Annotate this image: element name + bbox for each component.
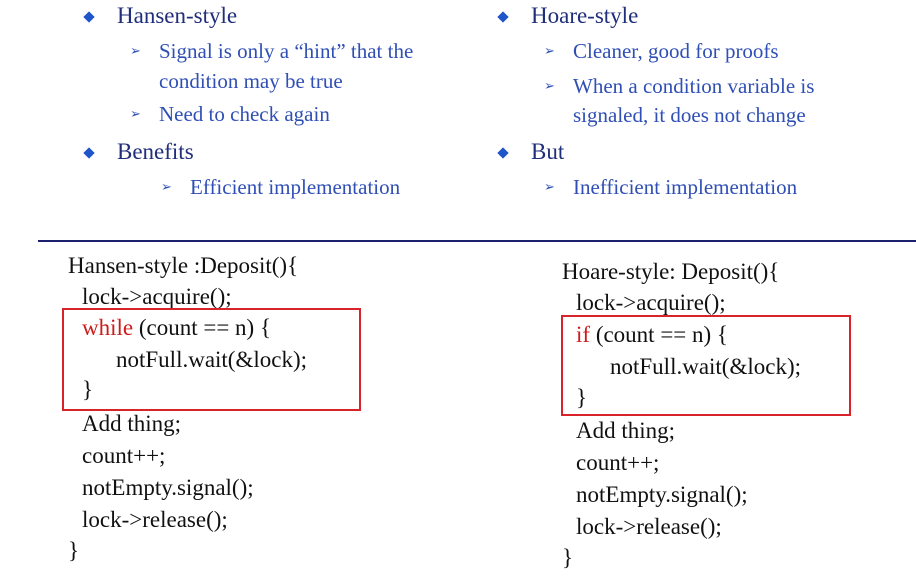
hansen-code-header: Hansen-style :Deposit(){: [68, 253, 299, 278]
hansen-code-signal: notEmpty.signal();: [82, 475, 254, 500]
bullet-arrow-icon: ➢: [130, 44, 141, 59]
hansen-code-acquire: lock->acquire();: [82, 284, 232, 309]
hansen-hint-line1: Signal is only a “hint” that the: [159, 39, 414, 63]
bullet-arrow-icon: ➢: [544, 180, 555, 195]
hansen-while-highlight-box: [62, 308, 361, 411]
bullet-diamond-icon: [83, 11, 94, 22]
hoare-code-add: Add thing;: [576, 418, 676, 443]
hoare-code-wait: notFull.wait(&lock);: [610, 354, 802, 379]
efficient-implementation: Efficient implementation: [190, 175, 401, 199]
hansen-code-wait: notFull.wait(&lock);: [116, 347, 308, 372]
hoare-code-release: lock->release();: [576, 514, 722, 539]
hansen-code-close-fn: }: [68, 538, 80, 563]
bullet-arrow-icon: ➢: [130, 107, 141, 122]
hansen-code-add: Add thing;: [82, 411, 182, 436]
hoare-style-heading: Hoare-style: [531, 3, 639, 28]
section-divider: [38, 240, 916, 242]
hoare-code-close-fn: }: [562, 545, 574, 570]
hansen-code-release: lock->release();: [82, 507, 228, 532]
bullet-arrow-icon: ➢: [161, 180, 172, 195]
while-condition: (count == n) {: [133, 315, 272, 340]
hansen-code-increment: count++;: [82, 443, 166, 468]
bullet-arrow-icon: ➢: [544, 79, 555, 94]
hoare-code-increment: count++;: [576, 450, 660, 475]
bullet-arrow-icon: ➢: [544, 44, 555, 59]
if-keyword: if: [576, 322, 591, 347]
hansen-code-close-loop: }: [82, 377, 94, 402]
hoare-cleaner: Cleaner, good for proofs: [573, 39, 779, 63]
inefficient-implementation: Inefficient implementation: [573, 175, 798, 199]
hoare-code-signal: notEmpty.signal();: [576, 482, 748, 507]
bullet-diamond-icon: [497, 147, 508, 158]
hoare-if-highlight-box: [561, 315, 851, 416]
bullet-diamond-icon: [83, 147, 94, 158]
but-heading: But: [531, 139, 565, 164]
while-keyword: while: [82, 315, 134, 340]
hoare-code-header: Hoare-style: Deposit(){: [562, 259, 780, 284]
hoare-signaled-line2: signaled, it does not change: [573, 103, 806, 127]
if-condition: (count == n) {: [590, 322, 728, 347]
benefits-heading: Benefits: [117, 139, 194, 164]
hoare-code-close-cond: }: [576, 385, 588, 410]
hoare-code-acquire: lock->acquire();: [576, 290, 726, 315]
hansen-check-again: Need to check again: [159, 102, 330, 126]
hansen-hint-line2: condition may be true: [159, 69, 343, 93]
hansen-style-heading: Hansen-style: [117, 3, 238, 28]
hoare-signaled-line1: When a condition variable is: [573, 74, 815, 98]
bullet-diamond-icon: [497, 11, 508, 22]
